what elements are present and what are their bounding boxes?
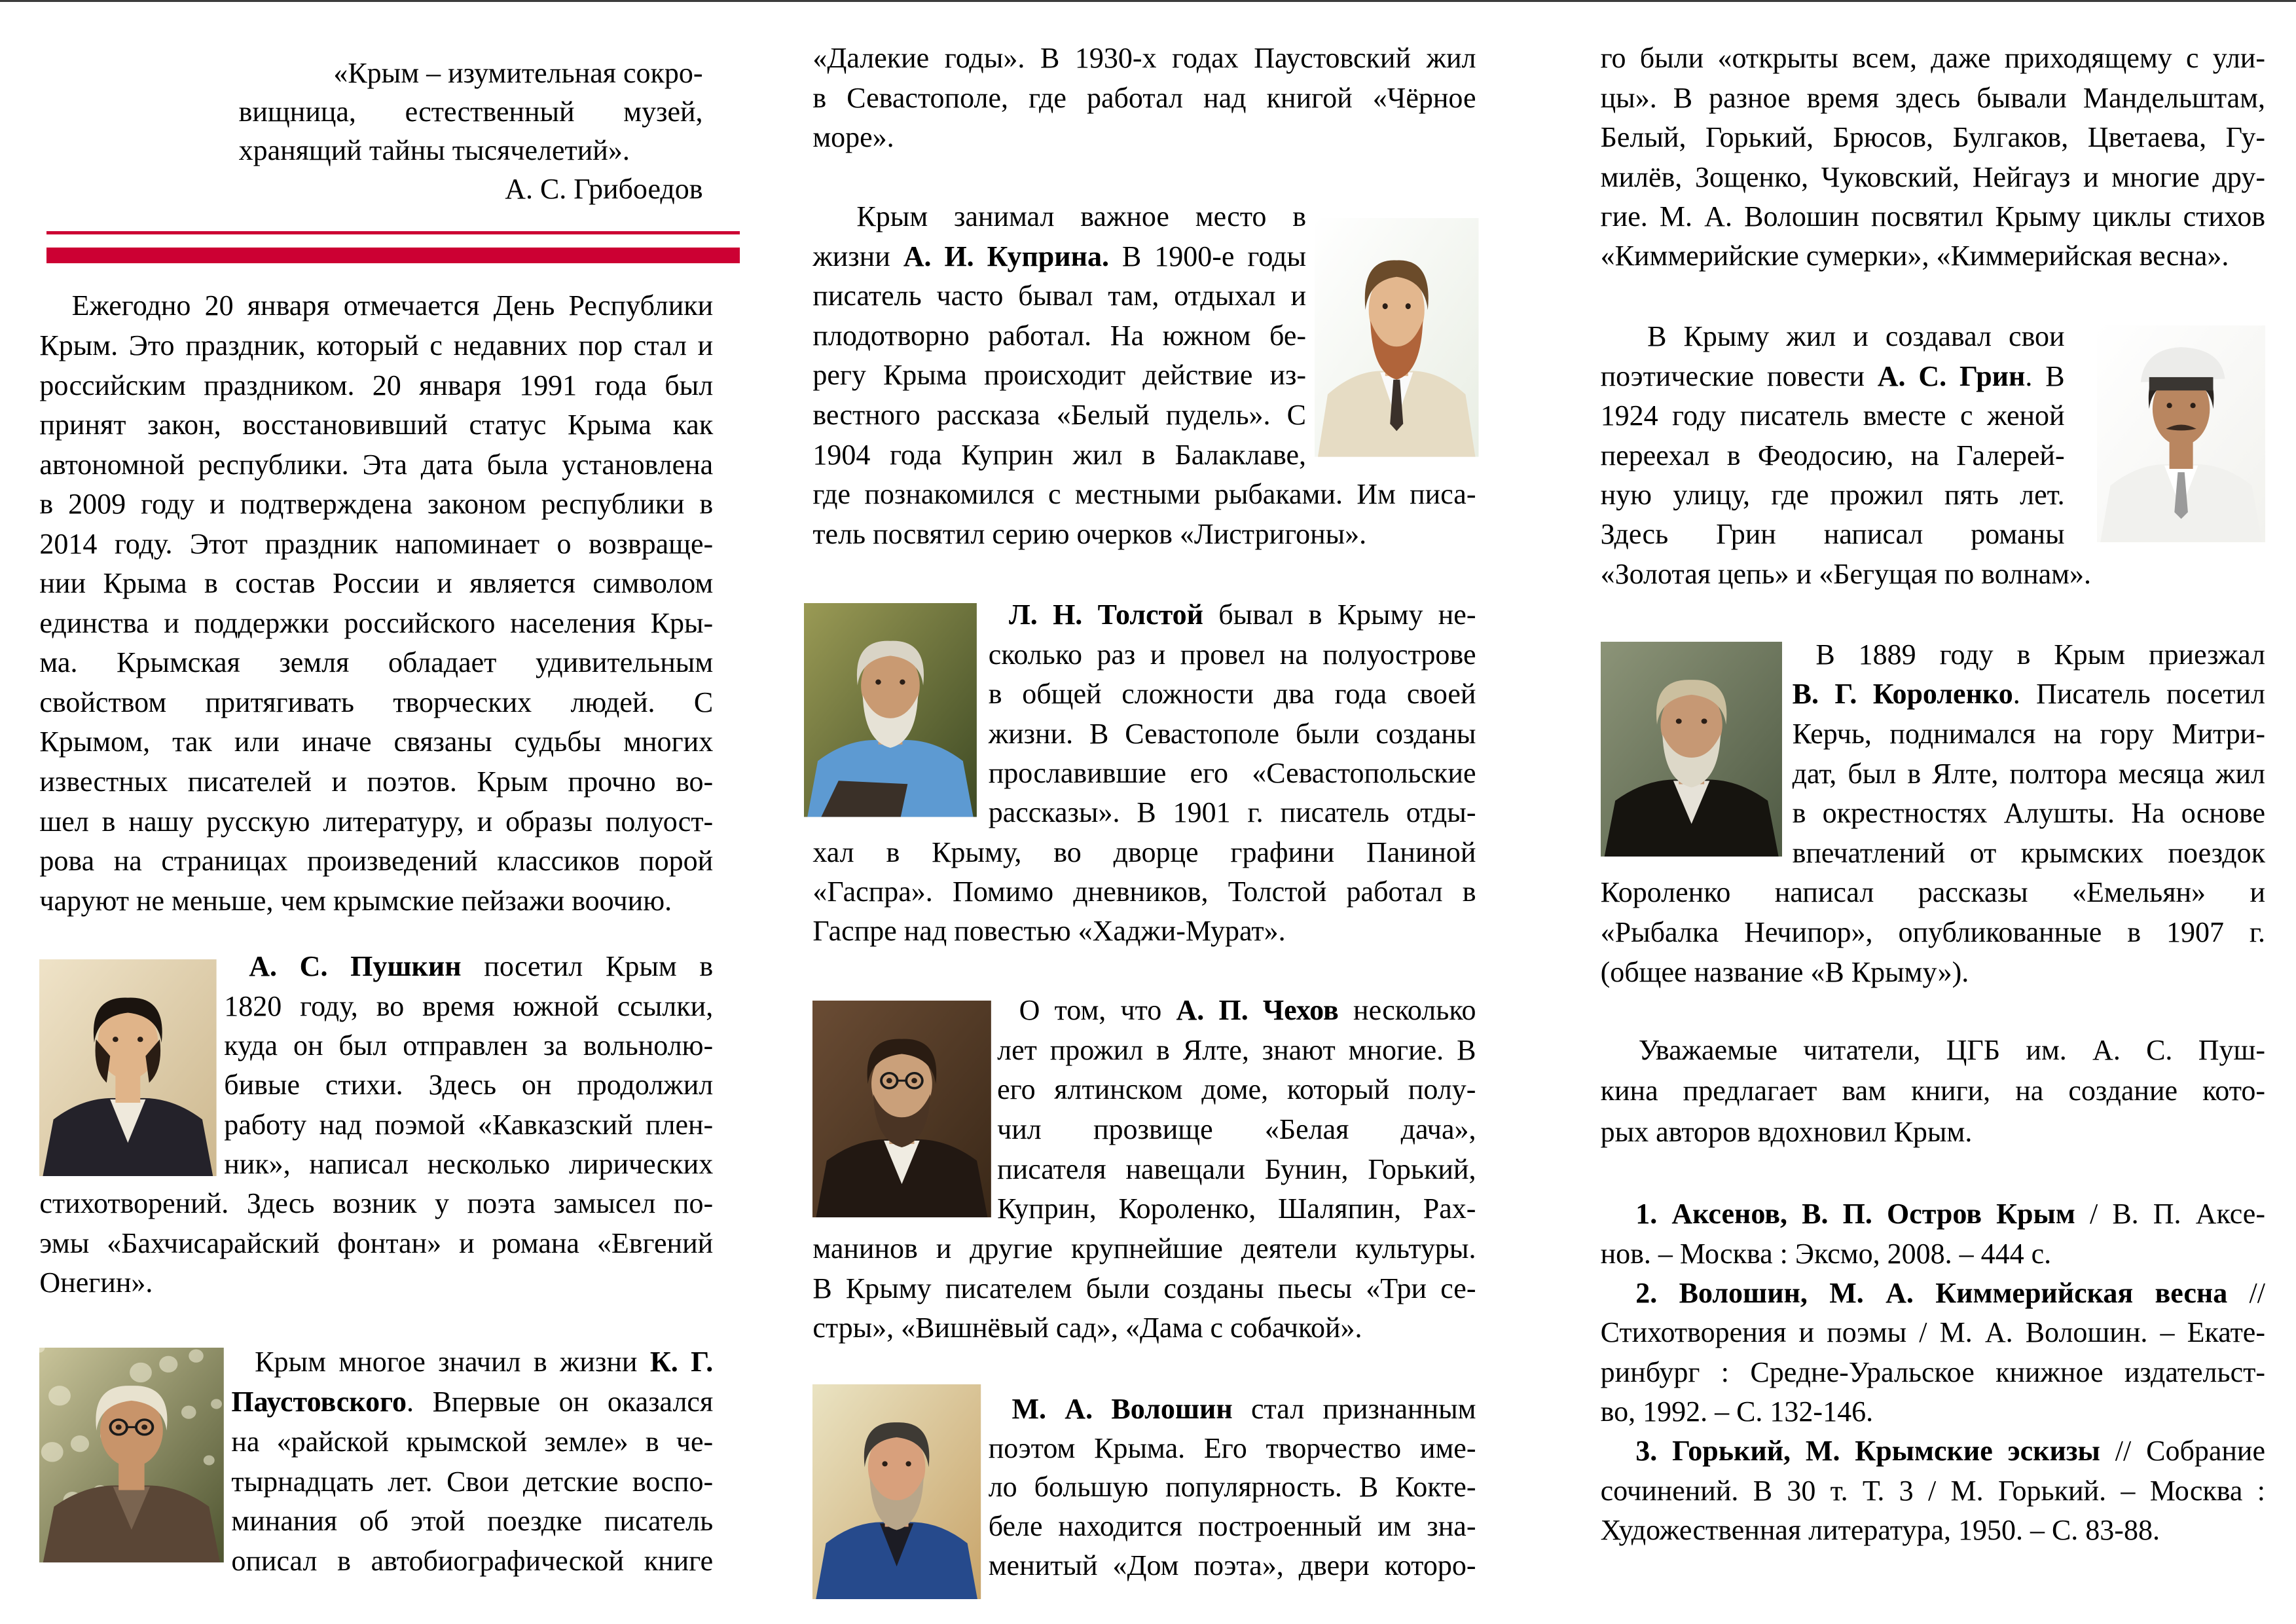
text-line: [39, 683, 713, 722]
text-segment: шел в нашу русскую литературу, и образы полуост-: [39, 805, 714, 838]
text-segment: свойством притягивать творческих людей. С: [39, 686, 714, 718]
text-line: [1601, 1313, 2265, 1352]
text-segment: беле находится построенный им зна-: [988, 1510, 1476, 1543]
text-segment: гие. М. А. Волошин посвятил Крыму циклы стихов: [1600, 200, 2265, 233]
text-segment: впечатлений от крымских поездок: [1792, 836, 2265, 869]
text-segment: «Киммерийские сумерки», «Киммерийская весна».: [1600, 240, 2229, 272]
text-segment: 1820 году, во время южной ссылки,: [224, 989, 714, 1022]
text-segment: Художественная литература, 1950. – С. 83-88.: [1600, 1514, 2160, 1547]
text-line: [812, 1308, 1476, 1348]
bold-author-name: М. А. Волошин: [1011, 1392, 1233, 1425]
text-line: [989, 1546, 1476, 1585]
red-divider-thin: [46, 231, 740, 234]
text-segment: Крым. Это праздник, который с недавних пор стал и: [39, 329, 714, 361]
text-segment: стал признанным: [1232, 1392, 1476, 1425]
text-line: [812, 396, 1306, 435]
text-segment: в 2009 году и подтверждена законом республики в: [39, 488, 714, 521]
text-segment: В 1900-е годы: [1108, 240, 1307, 272]
bold-author-name: 1. Аксенов, В. П. Остров Крым: [1635, 1198, 2075, 1230]
text-line: [997, 1031, 1476, 1070]
text-line: [812, 118, 1476, 157]
text-segment: ник», написал несколько лирических: [224, 1148, 714, 1181]
portrait-image: [1601, 642, 1782, 857]
text-segment: чаруют не меньше, чем крымские пейзажи воочию.: [39, 884, 672, 917]
text-line: [812, 515, 1476, 554]
text-segment: эмы «Бахчисарайский фонтан» и романа «Евгений: [39, 1227, 714, 1259]
text-segment: (общее название «В Крыму»).: [1600, 955, 1969, 988]
text-segment: на «райской крымской земле» в че-: [231, 1425, 714, 1458]
text-segment: стихотворений. Здесь возник у поэта замысел по-: [39, 1187, 714, 1220]
text-segment: жизни. В Севастополе были созданы: [988, 717, 1476, 750]
text-line: [1601, 79, 2265, 118]
portrait-image: [39, 959, 217, 1176]
text-line: [1601, 118, 2265, 157]
text-line: [239, 131, 703, 170]
text-segment: посетил Крым в: [461, 950, 714, 983]
text-line: [997, 1110, 1476, 1149]
text-segment: Крым занимал важное место в: [856, 200, 1307, 233]
text-segment: нии Крыма в состав России и является символом: [39, 567, 714, 600]
text-segment: //: [2227, 1276, 2265, 1309]
text-line: [224, 947, 713, 986]
portrait-tolstoy: [804, 603, 977, 817]
text-line: [812, 475, 1476, 514]
text-line: [39, 485, 713, 524]
bold-author-name: А. И. Куприна.: [903, 240, 1109, 272]
bold-author-name: В. Г. Короленко: [1792, 678, 2013, 710]
portrait-kuprin: [1315, 218, 1478, 457]
text-segment: в окрестностях Алушты. На основе: [1792, 797, 2265, 830]
text-line: [1601, 1353, 2265, 1392]
text-line: [989, 754, 1476, 793]
text-segment: ную улицу, где прожил пять лет.: [1600, 478, 2065, 511]
text-line: [989, 1467, 1476, 1507]
text-line: [39, 643, 713, 682]
text-line: [1601, 1511, 2265, 1550]
text-segment: в Севастополе, где работал над книгой «Чёрное: [812, 81, 1476, 114]
text-segment: плодотворно работал. На южном бе-: [812, 319, 1307, 352]
text-line: [224, 987, 713, 1026]
portrait-image: [812, 1384, 981, 1600]
text-line: [1601, 197, 2265, 236]
text-line: [224, 1145, 713, 1184]
text-segment: нов. – Москва : Эксмо, 2008. – 444 с.: [1600, 1237, 2052, 1270]
text-segment: хал в Крыму, во дворце графини Паниной: [812, 836, 1476, 868]
text-line: [239, 170, 703, 209]
text-segment: Стихотворения и поэмы / М. А. Волошин. – Екате-: [1600, 1316, 2265, 1349]
text-line: [989, 1429, 1476, 1468]
text-segment: жизни: [812, 240, 903, 272]
text-line: [1793, 635, 2265, 674]
text-line: [39, 762, 713, 802]
text-line: [39, 881, 713, 921]
text-segment: Крымом, так или иначе связаны судьбы многих: [39, 726, 714, 758]
text-segment: российским праздником. 20 января 1991 года был: [39, 369, 714, 401]
text-line: [989, 1507, 1476, 1546]
text-segment: // Собрание: [2100, 1435, 2265, 1467]
text-line: [39, 722, 713, 762]
text-segment: В Крыму писателем были созданы пьесы «Три се-: [812, 1272, 1476, 1304]
text-segment: вищница, естественный музей,: [238, 95, 703, 128]
text-segment: . Писатель посетил: [2013, 678, 2265, 710]
text-segment: Уважаемые читатели, ЦГБ им. А. С. Пуш-: [1638, 1033, 2265, 1066]
text-segment: манинов и другие крупнейшие деятели культуры.: [812, 1232, 1476, 1264]
text-segment: минания об этой поездке писатель: [231, 1505, 714, 1538]
text-line: [39, 841, 713, 881]
text-segment: 1924 году писатель вместе с женой: [1600, 399, 2065, 432]
text-segment: его ялтинском доме, который полу-: [997, 1073, 1476, 1106]
red-divider-thick: [46, 248, 740, 263]
text-segment: Ежегодно 20 января отмечается День Республики: [71, 289, 714, 322]
text-line: [1601, 436, 2065, 475]
text-line: [812, 237, 1306, 276]
text-segment: В 1889 году в Крым приезжал: [1815, 638, 2265, 671]
text-segment: куда он был отправлен за вольнолю-: [224, 1029, 714, 1061]
bold-author-name: 3. Горький, М. Крымские эскизы: [1635, 1435, 2100, 1467]
text-segment: где познакомился с местными рыбаками. Им писа-: [812, 478, 1476, 511]
text-segment: Гаспре над повестью «Хаджи-Мурат».: [812, 915, 1286, 948]
text-segment: го были «открыты всем, даже приходящему с ули-: [1600, 42, 2265, 75]
text-line: [1793, 674, 2265, 714]
text-segment: хранящий тайны тысячелетий».: [238, 134, 630, 166]
text-line: [812, 1229, 1476, 1268]
text-segment: «Рыбалка Нечипор», опубликованные в 1907 г.: [1600, 916, 2265, 949]
text-line: [1601, 1194, 2265, 1234]
text-segment: прославившие его «Севастопольские: [988, 756, 1476, 789]
text-line: [231, 1502, 713, 1541]
bold-author-name: А. С. Пушкин: [249, 950, 462, 983]
text-segment: Белый, Горький, Брюсов, Булгаков, Цветаева, Гу-: [1600, 121, 2265, 154]
text-line: [989, 595, 1476, 635]
text-line: [1601, 1431, 2265, 1471]
text-line: [1601, 873, 2265, 912]
text-line: [1601, 1071, 2265, 1111]
text-segment: Куприн, Короленко, Шаляпин, Рах-: [997, 1192, 1476, 1225]
text-segment: работу над поэмой «Кавказский плен-: [224, 1108, 714, 1141]
text-line: [989, 635, 1476, 674]
text-line: [1601, 396, 2065, 435]
text-line: [39, 525, 713, 564]
text-segment: рых авторов вдохновил Крым.: [1600, 1115, 1973, 1148]
bold-author-name: К. Г.: [649, 1346, 714, 1378]
text-segment: море».: [812, 121, 894, 154]
text-line: [39, 445, 713, 485]
text-segment: чил прозвище «Белая дача»,: [997, 1113, 1476, 1146]
text-segment: . В: [2025, 360, 2065, 392]
portrait-image: [1315, 218, 1478, 457]
text-line: [812, 833, 1476, 872]
text-line: [39, 1224, 713, 1263]
text-line: [812, 356, 1306, 395]
text-segment: бивые стихи. Здесь он продолжил: [224, 1069, 714, 1101]
text-line: [1601, 1471, 2265, 1511]
text-line: [39, 405, 713, 445]
text-line: [239, 54, 703, 93]
text-line: [39, 326, 713, 365]
text-line: [39, 366, 713, 405]
text-line: [231, 1342, 713, 1382]
text-line: [1793, 714, 2265, 754]
text-segment: «Золотая цепь» и «Бегущая по волнам».: [1600, 557, 2092, 590]
text-segment: цы». В разное время здесь бывали Мандельштам,: [1600, 81, 2265, 114]
text-line: [1601, 475, 2065, 515]
portrait-image: [39, 1348, 224, 1563]
text-segment: ло большую популярность. В Кокте-: [988, 1471, 1476, 1504]
text-segment: в общей сложности два года своей: [988, 678, 1476, 710]
text-segment: В Крыму жил и создавал свои: [1647, 320, 2065, 353]
text-line: [1601, 1031, 2265, 1070]
text-line: [812, 1269, 1476, 1308]
text-line: [39, 286, 713, 325]
text-segment: рова на страницах произведений классиков порой: [39, 845, 714, 877]
portrait-voloshin: [812, 1384, 981, 1600]
portrait-korolenko: [1601, 642, 1782, 857]
text-segment: единства и поддержки российского населения Кры-: [39, 606, 714, 639]
text-line: [989, 674, 1476, 714]
text-segment: известных писателей и поэтов. Крым прочно во-: [39, 765, 714, 798]
portrait-chekhov: [812, 1001, 991, 1217]
portrait-grin: [2097, 325, 2265, 542]
text-segment: писатель часто бывал там, отдыхал и: [812, 280, 1307, 312]
text-segment: писателя навещали Бунин, Горький,: [997, 1153, 1476, 1185]
text-line: [231, 1382, 713, 1422]
text-line: [812, 276, 1306, 316]
text-line: [812, 316, 1306, 356]
text-line: [812, 79, 1476, 118]
text-segment: А. С. Грибоедов: [505, 172, 703, 205]
text-segment: принят закон, восстановивший статус Крыма как: [39, 409, 714, 441]
text-line: [39, 802, 713, 841]
text-line: [1601, 1392, 2265, 1431]
text-line: [1793, 754, 2265, 794]
text-line: [997, 1070, 1476, 1109]
text-segment: регу Крыма происходит действие из-: [812, 359, 1307, 392]
text-segment: бывал в Крыму не-: [1203, 599, 1476, 631]
text-line: [224, 1105, 713, 1145]
text-line: [39, 1263, 713, 1302]
text-segment: «Крым – изумительная сокро-: [333, 56, 703, 89]
text-segment: 1904 года Куприн жил в Балаклаве,: [812, 438, 1307, 471]
text-segment: сколько раз и провел на полуострове: [988, 638, 1476, 671]
text-segment: тель посвятил серию очерков «Листригоны».: [812, 517, 1367, 550]
text-segment: «Далекие годы». В 1930-х годах Паустовский жил: [812, 42, 1476, 75]
text-line: [812, 435, 1306, 475]
text-segment: поэтические повести: [1600, 360, 1878, 392]
text-segment: Здесь Грин написал романы: [1600, 518, 2065, 551]
text-line: [989, 714, 1476, 754]
text-line: [1601, 1234, 2265, 1274]
text-line: [997, 1150, 1476, 1189]
text-line: [1793, 794, 2265, 833]
bold-author-name: Паустовского: [231, 1385, 407, 1418]
text-segment: автономной республики. Эта дата была установлена: [39, 448, 714, 481]
text-line: [812, 872, 1476, 912]
top-border: [0, 0, 2296, 2]
text-line: [812, 197, 1306, 236]
text-line: [1601, 317, 2065, 356]
text-segment: милёв, Зощенко, Чуковский, Нейгауз и многие дру-: [1600, 160, 2265, 193]
text-segment: описал в автобиографической книге: [231, 1545, 714, 1578]
text-segment: тырнадцать лет. Свои детские воспо-: [231, 1465, 714, 1498]
text-segment: менитый «Дом поэта», двери которо-: [988, 1549, 1476, 1582]
text-segment: поэтом Крыма. Его творчество име-: [988, 1431, 1476, 1464]
text-segment: Крым многое значил в жизни: [255, 1346, 650, 1378]
text-line: [997, 991, 1476, 1030]
text-line: [39, 604, 713, 643]
text-segment: сочинений. В 30 т. Т. 3 / М. Горький. – Москва :: [1600, 1474, 2265, 1507]
text-segment: вестного рассказа «Белый пудель». С: [812, 399, 1307, 432]
text-line: [224, 1065, 713, 1105]
text-segment: 2014 году. Этот праздник напоминает о возвраще-: [39, 527, 714, 560]
text-segment: лет прожил в Ялте, знают многие. В: [997, 1033, 1476, 1066]
portrait-image: [812, 1001, 991, 1217]
portrait-image: [2097, 325, 2265, 542]
text-line: [231, 1541, 713, 1581]
text-segment: ринбург : Средне-Уральское книжное издательст-: [1600, 1356, 2265, 1388]
text-line: [1601, 39, 2265, 78]
text-segment: рассказы». В 1901 г. писатель отды-: [988, 796, 1476, 829]
text-segment: дат, был в Ялте, полтора месяца жил: [1792, 757, 2265, 790]
text-line: [39, 1184, 713, 1223]
text-segment: несколько: [1338, 994, 1476, 1027]
bold-author-name: 2. Волошин, М. А. Киммерийская весна: [1635, 1276, 2228, 1309]
text-line: [1601, 357, 2065, 396]
text-line: [1601, 555, 2265, 594]
bold-author-name: А. П. Чехов: [1176, 994, 1339, 1027]
text-segment: ма. Крымская земля обладает удивительным: [39, 646, 714, 679]
portrait-pushkin: [39, 959, 217, 1176]
text-line: [39, 564, 713, 603]
text-segment: во, 1992. – С. 132-146.: [1600, 1395, 1874, 1428]
text-line: [1601, 1113, 2265, 1152]
text-line: [997, 1189, 1476, 1228]
portrait-paustovsky: [39, 1348, 224, 1563]
text-line: [1601, 1274, 2265, 1313]
text-segment: переехал в Феодосию, на Галерей-: [1600, 439, 2065, 471]
text-line: [989, 793, 1476, 832]
portrait-image: [804, 603, 977, 817]
text-segment: Керчь, поднимался на гору Митри-: [1792, 717, 2265, 750]
text-line: [224, 1026, 713, 1065]
text-segment: стры», «Вишнёвый сад», «Дама с собачкой».: [812, 1312, 1362, 1344]
text-segment: О том, что: [1019, 994, 1176, 1027]
text-segment: . Впервые он оказался: [406, 1385, 714, 1418]
text-line: [1601, 158, 2265, 197]
text-segment: кина предлагает вам книги, на создание кото-: [1600, 1075, 2265, 1107]
text-line: [1601, 515, 2065, 554]
text-line: [231, 1462, 713, 1502]
text-segment: / В. П. Аксе-: [2075, 1198, 2265, 1230]
text-line: [989, 1390, 1476, 1429]
text-segment: «Гаспра». Помимо дневников, Толстой работал в: [812, 876, 1476, 908]
text-line: [239, 92, 703, 132]
text-segment: Короленко написал рассказы «Емельян» и: [1600, 876, 2265, 909]
text-line: [1601, 236, 2265, 276]
bold-author-name: Л. Н. Толстой: [1009, 599, 1203, 631]
text-line: [1601, 953, 2265, 992]
bold-author-name: А. С. Грин: [1877, 360, 2026, 392]
text-line: [812, 912, 1476, 951]
text-line: [1793, 834, 2265, 873]
text-segment: Онегин».: [39, 1266, 153, 1299]
text-line: [231, 1422, 713, 1462]
text-line: [1601, 913, 2265, 952]
text-line: [812, 39, 1476, 78]
